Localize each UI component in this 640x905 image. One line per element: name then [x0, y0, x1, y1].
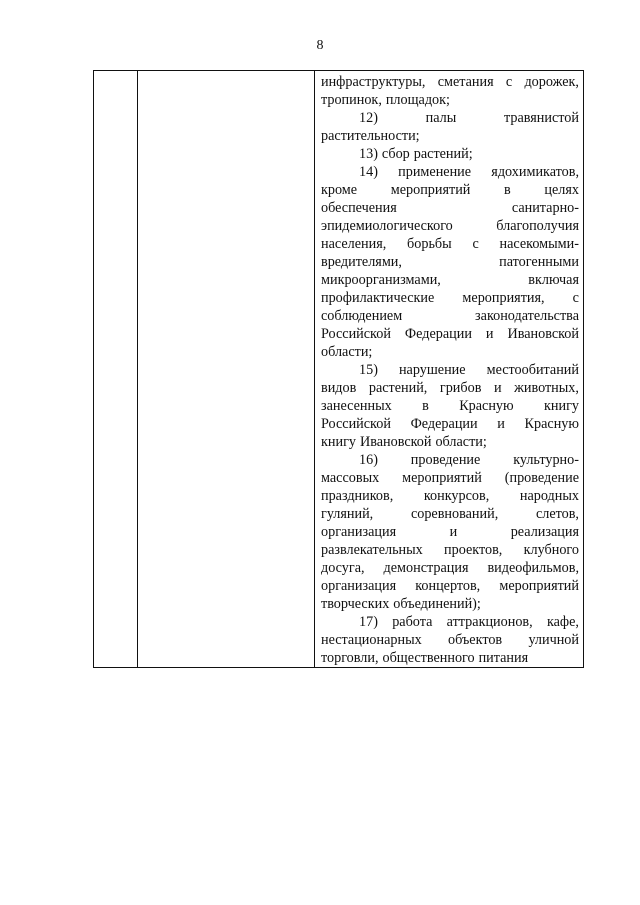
- text-word: творческих: [321, 596, 390, 612]
- table-cell-prohibited-activities: [315, 71, 584, 668]
- text-word: сметания: [437, 74, 494, 90]
- text-word: нестационарных: [321, 632, 422, 648]
- text-word: конкурсов,: [423, 488, 490, 504]
- text-line: [321, 595, 579, 613]
- text-word: Ивановской: [507, 326, 579, 342]
- text-word: книгу: [544, 398, 579, 414]
- text-line: [321, 289, 579, 307]
- text-word: дорожек,: [524, 74, 579, 90]
- text-word: 13): [359, 146, 378, 162]
- text-line: [321, 451, 579, 469]
- text-word: соревнований,: [410, 506, 499, 522]
- text-word: растений,: [368, 380, 428, 396]
- text-word: инфраструктуры,: [321, 74, 426, 90]
- text-word: и: [485, 326, 494, 342]
- text-word: мероприятий: [402, 470, 482, 486]
- text-word: целях: [544, 182, 579, 198]
- text-word: видеофильмов,: [487, 560, 579, 576]
- text-word: уличной: [528, 632, 579, 648]
- text-word: слетов,: [535, 506, 579, 522]
- text-word: проведение: [410, 452, 481, 468]
- text-line: [321, 523, 579, 541]
- text-word: нарушение: [398, 362, 466, 378]
- text-word: объектов: [448, 632, 503, 648]
- text-word: растений;: [413, 146, 473, 162]
- text-line: [321, 631, 579, 649]
- text-word: видов: [321, 380, 357, 396]
- text-word: животных,: [514, 380, 579, 396]
- text-word: области;: [435, 434, 487, 450]
- text-line: [321, 613, 579, 631]
- text-word: Российской: [321, 326, 391, 342]
- text-word: развлекательных: [321, 542, 423, 558]
- text-word: книгу: [321, 434, 356, 450]
- table-cell-number: [94, 71, 138, 668]
- text-word: благополучия: [496, 218, 579, 234]
- text-word: законодательства: [475, 308, 579, 324]
- text-word: Федерации: [404, 326, 472, 342]
- text-line: [321, 127, 579, 145]
- text-word: питания: [478, 650, 529, 666]
- text-word: области;: [321, 344, 373, 360]
- text-word: борьбы: [407, 236, 452, 252]
- page-number: 8: [316, 38, 324, 53]
- text-line: [321, 253, 579, 271]
- text-word: 15): [359, 362, 378, 378]
- text-word: работа: [392, 614, 433, 630]
- text-word: кроме: [321, 182, 358, 198]
- text-word: насекомыми-: [499, 236, 579, 252]
- text-line: [321, 73, 579, 91]
- text-word: демонстрация: [383, 560, 469, 576]
- text-line: [321, 469, 579, 487]
- text-line: [321, 505, 579, 523]
- text-word: санитарно-: [511, 200, 579, 216]
- text-word: в: [422, 398, 429, 414]
- text-word: вредителями,: [321, 254, 402, 270]
- text-word: и: [497, 416, 505, 432]
- text-word: аттракционов,: [446, 614, 533, 630]
- text-line: [321, 181, 579, 199]
- text-line: [321, 145, 579, 163]
- text-word: тропинок,: [321, 92, 382, 108]
- text-word: досуга,: [321, 560, 365, 576]
- text-word: местообитаний: [486, 362, 579, 378]
- text-word: организация: [321, 524, 397, 540]
- text-line: [321, 235, 579, 253]
- text-word: гуляний,: [321, 506, 374, 522]
- text-word: обеспечения: [321, 200, 397, 216]
- text-word: Российской: [321, 416, 391, 432]
- text-word: мероприятий: [499, 578, 579, 594]
- text-word: 12): [359, 110, 378, 126]
- text-word: (проведение: [504, 470, 579, 486]
- text-line: [321, 307, 579, 325]
- text-word: с: [472, 236, 479, 252]
- text-word: Федерации: [410, 416, 478, 432]
- text-line: [321, 325, 579, 343]
- text-line: [321, 541, 579, 559]
- text-word: мероприятия,: [462, 290, 545, 306]
- text-word: профилактические: [321, 290, 435, 306]
- text-word: праздников,: [321, 488, 394, 504]
- text-word: площадок;: [385, 92, 450, 108]
- text-word: массовых: [321, 470, 380, 486]
- text-word: палы: [425, 110, 457, 126]
- table-cell-zone: [138, 71, 315, 668]
- text-word: и: [493, 380, 502, 396]
- text-word: организация: [321, 578, 397, 594]
- text-word: 14): [359, 164, 378, 180]
- text-word: патогенными: [499, 254, 579, 270]
- text-word: кафе,: [546, 614, 579, 630]
- text-line: [321, 649, 579, 667]
- text-word: концертов,: [415, 578, 481, 594]
- text-word: клубного: [523, 542, 579, 558]
- text-word: общественного: [382, 650, 475, 666]
- text-line: [321, 415, 579, 433]
- text-line: [321, 163, 579, 181]
- regulation-table: [93, 70, 584, 668]
- text-word: культурно-: [513, 452, 579, 468]
- text-line: [321, 379, 579, 397]
- text-word: 16): [359, 452, 378, 468]
- text-word: занесенных: [321, 398, 392, 414]
- text-line: [321, 343, 579, 361]
- table-row: [94, 71, 584, 668]
- text-line: [321, 271, 579, 289]
- text-word: народных: [519, 488, 579, 504]
- text-word: 17): [359, 614, 378, 630]
- text-word: сбор: [381, 146, 410, 162]
- text-word: с: [505, 74, 513, 90]
- text-word: реализация: [510, 524, 579, 540]
- text-word: эпидемиологического: [321, 218, 453, 234]
- text-word: грибов: [439, 380, 482, 396]
- text-word: ядохимикатов,: [491, 164, 579, 180]
- text-word: населения,: [321, 236, 387, 252]
- text-word: травянистой: [504, 110, 579, 126]
- text-word: включая: [528, 272, 579, 288]
- text-word: Ивановской: [359, 434, 432, 450]
- text-word: объединений);: [393, 596, 481, 612]
- text-word: Красную: [524, 416, 579, 432]
- text-line: [321, 577, 579, 595]
- text-line: [321, 487, 579, 505]
- text-word: торговли,: [321, 650, 379, 666]
- text-line: [321, 217, 579, 235]
- text-word: в: [504, 182, 511, 198]
- text-line: [321, 109, 579, 127]
- text-word: применение: [398, 164, 472, 180]
- text-line: [321, 433, 579, 451]
- text-word: проектов,: [444, 542, 503, 558]
- text-word: соблюдением: [321, 308, 403, 324]
- text-word: Красную: [459, 398, 514, 414]
- text-word: мероприятий: [390, 182, 471, 198]
- text-line: [321, 199, 579, 217]
- text-line: [321, 91, 579, 109]
- text-word: микроорганизмами,: [321, 272, 441, 288]
- text-line: [321, 397, 579, 415]
- text-word: с: [572, 290, 579, 306]
- text-line: [321, 559, 579, 577]
- text-line: [321, 361, 579, 379]
- text-word: и: [449, 524, 458, 540]
- text-word: растительности;: [321, 128, 420, 144]
- prohibited-activities-text: [315, 71, 583, 667]
